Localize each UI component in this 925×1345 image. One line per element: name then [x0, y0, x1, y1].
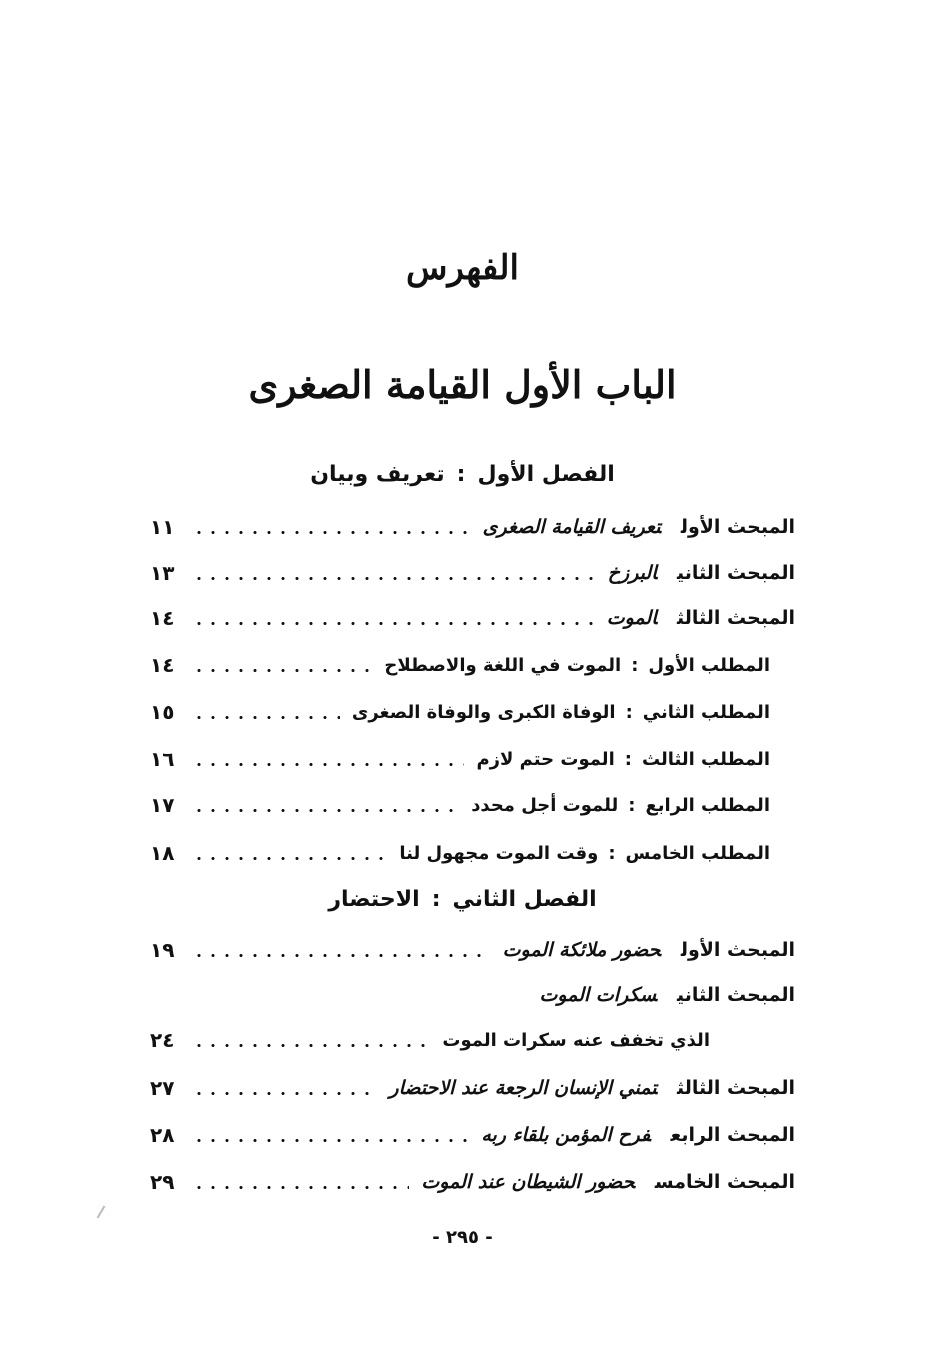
part-title: الباب الأول القيامة الصغرى [248, 362, 677, 407]
entry-page-number: ٢٩ [150, 1170, 175, 1194]
toc-subentry[interactable]: المطلب الثاني:الوفاة الكبرى والوفاة الصغرى ١٥ [150, 700, 770, 724]
chapter-label: الفصل الأول [477, 462, 615, 487]
toc-entry[interactable] [150, 1068, 795, 1108]
entry-lead: المطلب الأول [648, 654, 770, 676]
toc-entry[interactable] [150, 1162, 795, 1202]
toc-entry[interactable] [150, 553, 795, 593]
entry-lead: المبحث الأول [680, 516, 795, 538]
dot-leader [192, 809, 459, 812]
entry-title: الموت حتم لازم [476, 748, 615, 770]
entry-lead: المبحث الثاني [677, 984, 795, 1006]
toc-entry[interactable] [150, 1115, 795, 1155]
entry-page-number: ١٧ [150, 793, 175, 817]
chapter-label: الفصل الثاني [452, 887, 597, 912]
toc-subentry[interactable]: المطلب الأول:الموت في اللغة والاصطلاح ١٤ [150, 653, 770, 677]
entry-title: الذي تخفف عنه سكرات الموت [442, 1029, 710, 1051]
entry-page-number: ٢٧ [150, 1076, 175, 1100]
dot-leader [192, 577, 596, 580]
toc-subentry[interactable] [150, 1020, 710, 1060]
entry-page-number: ١٣ [150, 561, 175, 585]
dot-leader [192, 763, 464, 766]
dot-leader [192, 1044, 430, 1047]
toc-entry[interactable] [150, 930, 795, 970]
toc-entry[interactable] [150, 975, 795, 1015]
entry-title: الوفاة الكبرى والوفاة الصغرى [351, 701, 616, 723]
entry-lead: المطلب الخامس [625, 842, 770, 864]
toc-subentry[interactable]: المطلب الرابع:للموت أجل محدد ١٧ [150, 793, 770, 817]
dot-leader [192, 1139, 469, 1142]
entry-title: سكرات الموت [539, 984, 657, 1006]
entry-lead: المبحث الأول [680, 939, 795, 961]
entry-title: للموت أجل محدد [471, 794, 619, 816]
dot-leader [192, 1092, 377, 1095]
toc-entry[interactable] [150, 598, 795, 638]
entry-lead: المطلب الثاني [642, 701, 770, 723]
entry-page-number: ٢٤ [150, 1028, 175, 1052]
entry-page-number: ٢٨ [150, 1123, 175, 1147]
chapter-subtitle: تعريف وبيان [310, 462, 445, 487]
entry-page-number: ١٤ [150, 606, 175, 630]
entry-title: البرزخ [607, 562, 657, 584]
dot-leader [192, 954, 491, 957]
entry-page-number: ١١ [150, 515, 175, 539]
entry-title: تمني الإنسان الرجعة عند الاحتضار [389, 1077, 657, 1099]
dot-leader [192, 1186, 409, 1189]
entry-page-number: ١٩ [150, 938, 175, 962]
dot-leader [192, 531, 471, 534]
entry-page-number: ١٤ [150, 653, 175, 677]
dot-leader [192, 622, 595, 625]
toc-subentry[interactable]: المطلب الخامس:وقت الموت مجهول لنا ١٨ [150, 841, 770, 865]
toc-entry[interactable] [150, 507, 795, 547]
footer-page-number: - ٢٩٥ - [432, 1227, 493, 1248]
chapter-heading: الفصل الثاني:الاحتضار [328, 887, 597, 912]
chapter-subtitle: الاحتضار [328, 887, 420, 912]
entry-lead: المبحث الثالث [677, 1077, 795, 1099]
entry-lead: المطلب الثالث [641, 748, 770, 770]
entry-page-number: ١٥ [150, 700, 175, 724]
entry-title: تعريف القيامة الصغرى [482, 516, 661, 538]
entry-lead: المبحث الخامس [654, 1171, 795, 1193]
dot-leader [192, 669, 372, 672]
entry-title: حضور ملائكة الموت [502, 939, 661, 961]
entry-title: حضور الشيطان عند الموت [421, 1171, 635, 1193]
entry-page-number: ١٨ [150, 841, 175, 865]
entry-lead: المبحث الرابع [670, 1124, 795, 1146]
toc-subentry[interactable]: المطلب الثالث:الموت حتم لازم ١٦ [150, 747, 770, 771]
scan-mark [97, 1205, 106, 1218]
chapter-heading: الفصل الأول:تعريف وبيان [310, 462, 615, 487]
entry-title: الموت [606, 607, 657, 629]
index-title: الفهرس [406, 248, 519, 288]
dot-leader [192, 857, 387, 860]
entry-title: وقت الموت مجهول لنا [399, 842, 599, 864]
entry-title: فرح المؤمن بلقاء ربه [481, 1124, 651, 1146]
dot-leader [192, 716, 340, 719]
entry-page-number: ١٦ [150, 747, 175, 771]
entry-lead: المطلب الرابع [645, 794, 770, 816]
entry-title: الموت في اللغة والاصطلاح [384, 654, 622, 676]
entry-lead: المبحث الثالث [677, 607, 795, 629]
entry-lead: المبحث الثاني [677, 562, 795, 584]
